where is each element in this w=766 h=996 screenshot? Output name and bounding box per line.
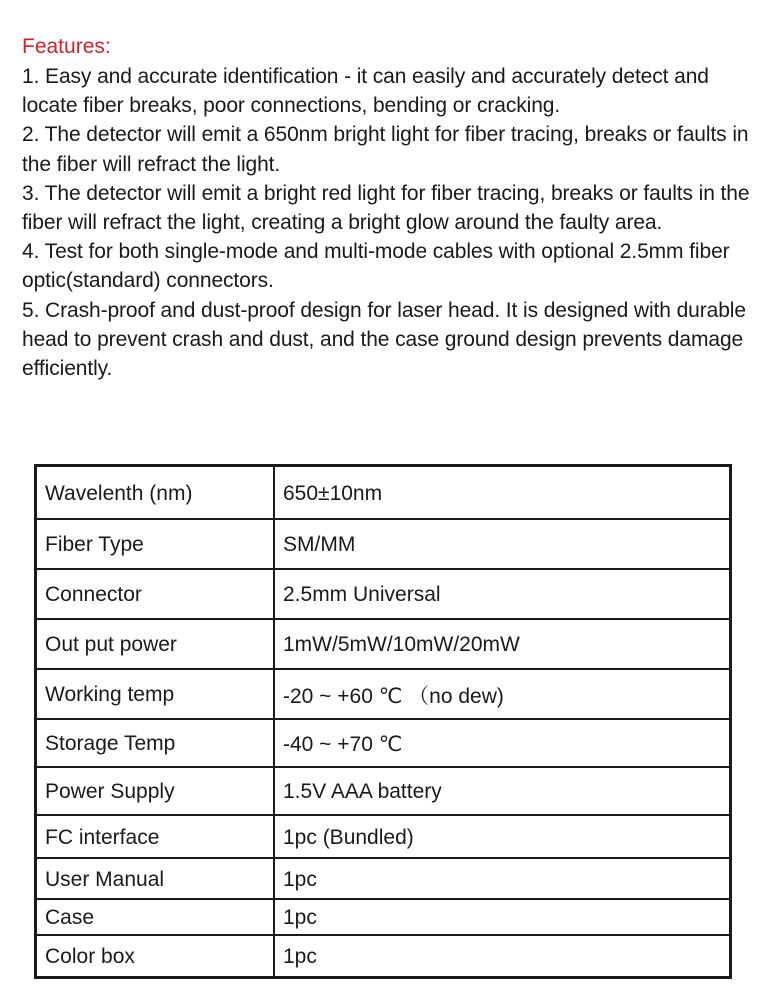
spec-label: Power Supply [36,767,275,815]
spec-table [34,464,732,979]
feature-item-1: 1. Easy and accurate identification - it can easily and accurately detect and locate fiber breaks, poor connections, bending or cracking. [22,65,709,118]
spec-label: Connector [36,569,275,619]
spec-label: Working temp [36,669,275,719]
spec-value: -20 ~ +60 ℃ （no dew) [274,669,731,719]
spec-label: Color box [36,935,275,978]
feature-item-3: 3. The detector will emit a bright red light for fiber tracing, breaks or faults in the fiber will refract the light, creating a bright glow around the faulty area. [22,181,750,235]
spec-value: 2.5mm Universal [274,569,731,619]
spec-value: SM/MM [274,519,731,569]
spec-row-case [36,899,731,935]
spec-row-storage-temp [36,719,731,767]
spec-label: Case [36,899,275,935]
spec-row-connector [36,569,731,619]
feature-item-2: 2. The detector will emit a 650nm bright light for fiber tracing, breaks or faults in the fiber will refract the light. [22,123,749,176]
features-heading: Features: [22,35,111,58]
spec-label: Storage Temp [36,719,275,767]
spec-row-power-supply [36,767,731,815]
spec-value: 1pc [274,858,731,899]
spec-value: 650±10nm [274,466,731,519]
spec-label: Fiber Type [36,519,275,569]
features-list [22,62,752,383]
spec-row-color-box [36,935,731,978]
spec-value: 1pc [274,899,731,935]
spec-label: FC interface [36,815,275,858]
spec-label: Wavelenth (nm) [36,466,275,519]
spec-value: 1.5V AAA battery [274,767,731,815]
spec-label: Out put power [36,619,275,669]
spec-row-fc-interface [36,815,731,858]
spec-row-user-manual [36,858,731,899]
feature-item-5: 5. Crash-proof and dust-proof design for laser head. It is designed with durable head to prevent crash and dust, and the case ground design prevents damage efficiently. [22,298,746,381]
spec-row-wavelength [36,466,731,519]
spec-value: -40 ~ +70 ℃ [274,719,731,767]
spec-value: 1pc (Bundled) [274,815,731,858]
spec-row-working-temp [36,669,731,719]
spec-value: 1pc [274,935,731,978]
feature-item-4: 4. Test for both single-mode and multi-mode cables with optional 2.5mm fiber optic(standard) connectors. [22,240,730,293]
spec-value: 1mW/5mW/10mW/20mW [274,619,731,669]
spec-row-fiber-type [36,519,731,569]
spec-row-output-power [36,619,731,669]
spec-label: User Manual [36,858,275,899]
